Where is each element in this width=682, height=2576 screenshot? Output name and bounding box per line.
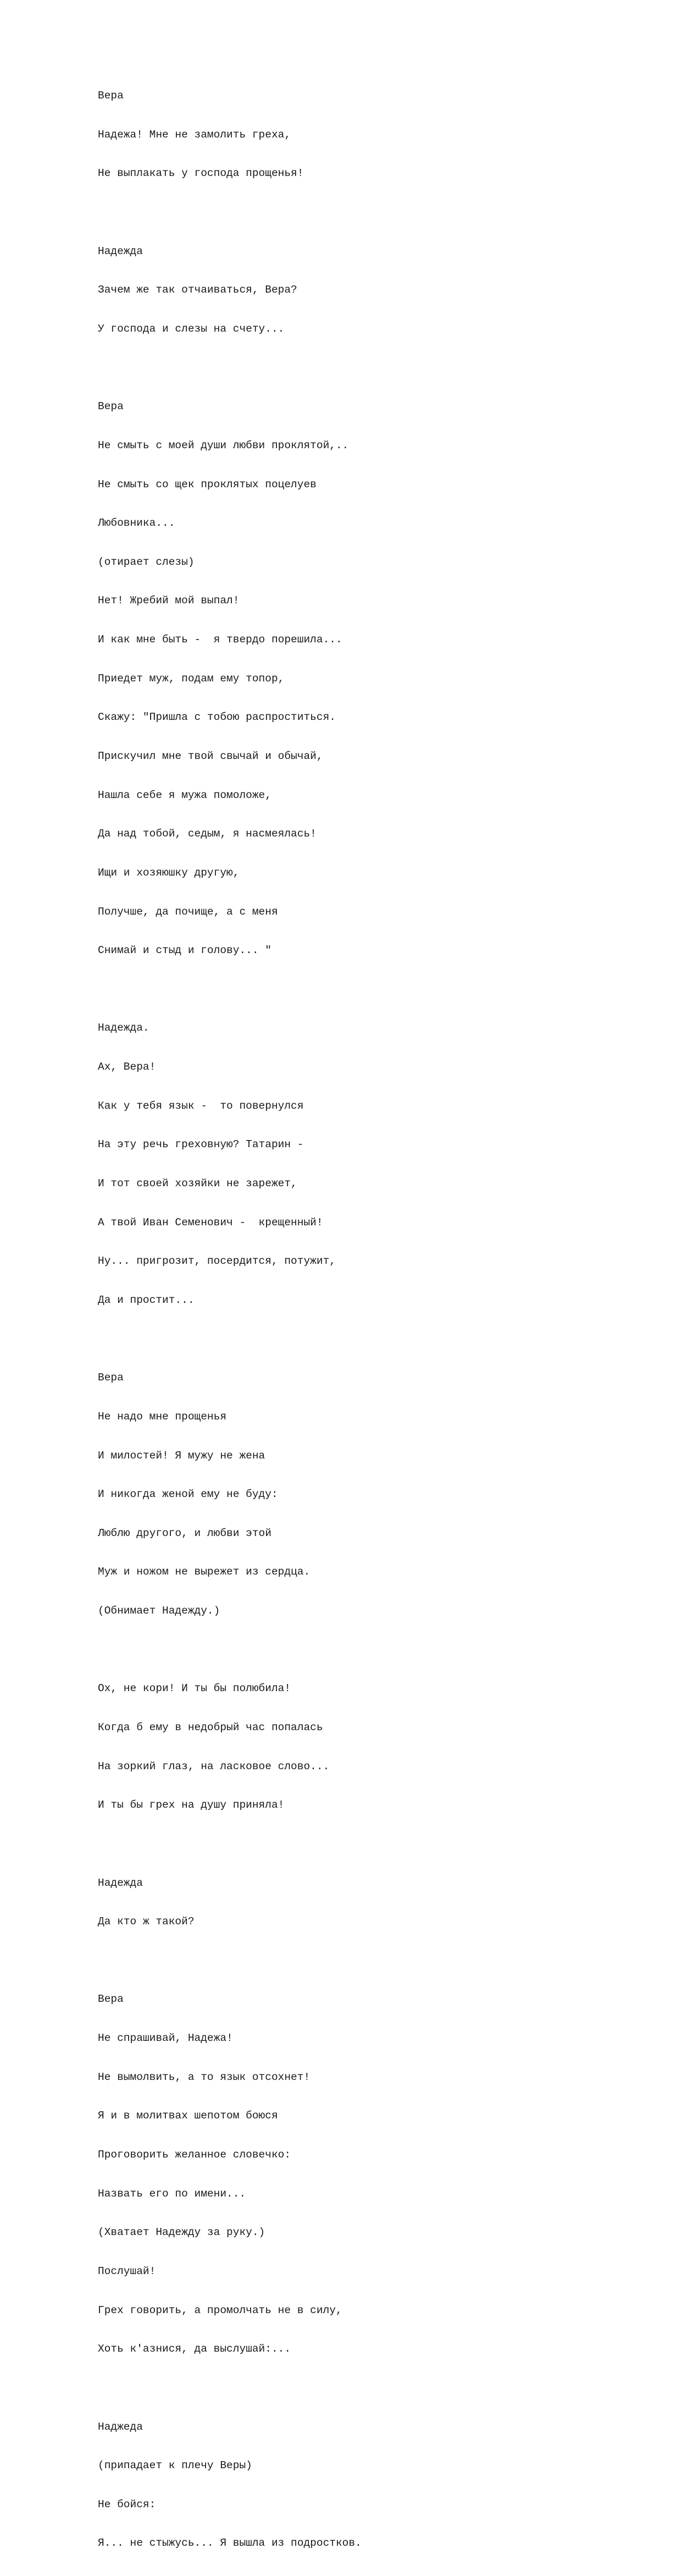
text-line: Нет! Жребий мой выпал!	[98, 595, 240, 607]
text-line: На зоркий глаз, на ласковое слово...	[98, 1760, 330, 1773]
text-line: Ищи и хозяюшку другую,	[98, 866, 240, 879]
text-line: (отирает слезы)	[98, 555, 195, 568]
text-line: Ну... пригрозит, посердится, потужит,	[98, 1255, 336, 1268]
text-line: И никогда женой ему не буду:	[98, 1488, 278, 1501]
text-line: Надежда.	[98, 1022, 149, 1034]
text-line: Вера	[98, 1372, 124, 1384]
text-line: Нашла себе я мужа помоложе,	[98, 789, 271, 801]
text-line: Когда б ему в недобрый час попалась	[98, 1721, 323, 1733]
text-line: Скажу: "Пришла с тобою распроститься.	[98, 711, 336, 724]
text-line: Ох, не кори! И ты бы полюбила!	[98, 1682, 291, 1695]
text-line: Не вымолвить, а то язык отсохнет!	[98, 2071, 310, 2083]
text-line: Надежда	[98, 245, 143, 257]
text-line: И как мне быть - я твердо порешила...	[98, 634, 342, 646]
text-line: Да и простит...	[98, 1293, 195, 1306]
text-line: Проговорить желанное словечко:	[98, 2149, 291, 2161]
text-line	[98, 2382, 362, 2395]
text-line: Как у тебя язык - то повернулся	[98, 1099, 304, 1112]
text-line: Вера	[98, 1993, 124, 2006]
text-line: Прискучил мне твой свычай и обычай,	[98, 750, 323, 762]
text-line: Ах, Вера!	[98, 1061, 156, 1074]
text-line	[98, 362, 362, 375]
text-line: Надежа! Мне не замолить греха,	[98, 128, 291, 141]
text-line: Любовника...	[98, 517, 175, 530]
text-line: (Хватает Надежду за руку.)	[98, 2226, 265, 2239]
text-line	[98, 983, 362, 997]
text-line: И милостей! Я мужу не жена	[98, 1449, 265, 1462]
text-line: (Обнимает Надежду.)	[98, 1605, 220, 1617]
text-line: И тот своей хозяйки не зарежет,	[98, 1177, 297, 1190]
text-line	[98, 1955, 362, 1968]
text-line	[98, 206, 362, 219]
text-line: Хоть к'азнися, да выслушай:...	[98, 2343, 291, 2355]
text-line: На эту речь греховную? Татарин -	[98, 1138, 304, 1151]
text-line: И ты бы грех на душу приняла!	[98, 1799, 285, 1812]
text-line: Не спрашивай, Надежа!	[98, 2032, 233, 2045]
text-line: Вера	[98, 90, 124, 102]
text-line: Послушай!	[98, 2265, 156, 2277]
text-line: Вера	[98, 400, 124, 413]
text-line: А твой Иван Семенович - крещенный!	[98, 1216, 323, 1229]
text-line: Назвать его по имени...	[98, 2187, 246, 2200]
text-line: Зачем же так отчаиваться, Вера?	[98, 284, 297, 296]
text-line: Не смыть со щек проклятых поцелуев	[98, 478, 317, 491]
text-line: (припадает к плечу Веры)	[98, 2459, 252, 2472]
text-line: Да над тобой, седым, я насмеялась!	[98, 828, 317, 840]
text-line: Не надо мне прощенья	[98, 1410, 227, 1423]
text-line: Грех говорить, а промолчать не в силу,	[98, 2304, 342, 2316]
text-line	[98, 1838, 362, 1851]
text-line: Надежда	[98, 1876, 143, 1889]
text-line: У господа и слезы на счету...	[98, 322, 285, 335]
text-line	[98, 1333, 362, 1346]
text-line: Не выплакать у господа прощенья!	[98, 167, 304, 180]
text-line: Приедет муж, подам ему топор,	[98, 672, 285, 685]
text-line: Да кто ж такой?	[98, 1916, 195, 1928]
text-line	[98, 1644, 362, 1657]
text-line: Не бойся:	[98, 2498, 156, 2511]
text-line: Получше, да почище, а с меня	[98, 905, 278, 918]
text-line: Муж и ножом не вырежет из сердца.	[98, 1566, 310, 1578]
text-line: Я... не стыжусь... Я вышла из подростков.	[98, 2537, 362, 2550]
text-line: Люблю другого, и любви этой	[98, 1527, 271, 1539]
text-line: Снимай и стыд и голову... "	[98, 944, 271, 957]
text-line: Наджеда	[98, 2420, 143, 2433]
play-text	[98, 64, 362, 2576]
text-line: Не смыть с моей души любви проклятой,..	[98, 439, 349, 452]
text-line: Я и в молитвах шепотом боюся	[98, 2110, 278, 2122]
